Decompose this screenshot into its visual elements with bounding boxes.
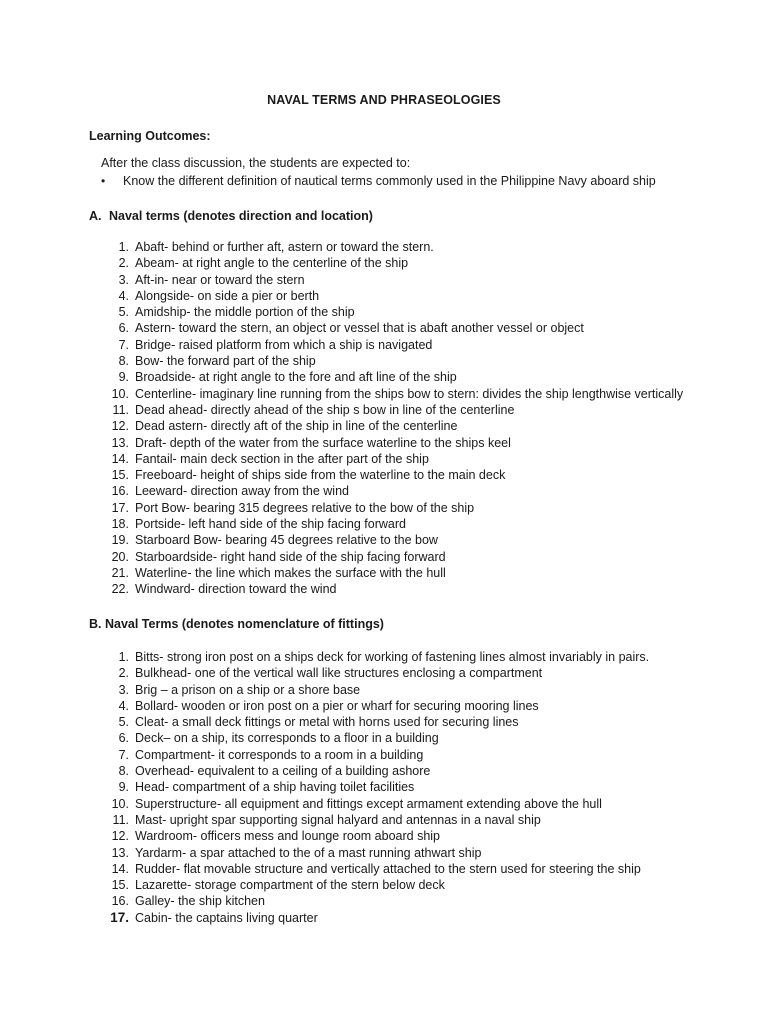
section-a-item-number: 7. — [118, 337, 129, 352]
section-a-item-text: Abeam- at right angle to the centerline of the ship — [135, 256, 409, 271]
section-a-item-number: 10. — [111, 386, 129, 401]
section-b-item-number: 10. — [111, 796, 129, 811]
section-a-item-number: 3. — [118, 272, 129, 287]
section-a-item-text: Waterline- the line which makes the surface with the hull — [135, 565, 446, 580]
section-a-item-text: Windward- direction toward the wind — [135, 582, 337, 597]
section-a-item-text: Draft- depth of the water from the surface waterline to the ships keel — [135, 435, 511, 450]
section-a-item-text: Broadside- at right angle to the fore and aft line of the ship — [135, 370, 457, 385]
section-b-item-text: Galley- the ship kitchen — [135, 894, 265, 909]
section-a-item-number: 14. — [111, 451, 129, 466]
section-a-item-text: Dead astern- directly aft of the ship in line of the centerline — [135, 419, 458, 434]
bullet-item — [101, 174, 656, 188]
section-a-item-number: 8. — [118, 354, 129, 369]
section-a-item-number: 12. — [111, 419, 129, 434]
section-a-item-number: 15. — [111, 468, 129, 483]
section-b-item-number: 3. — [118, 682, 129, 697]
section-a-item-number: 18. — [111, 517, 129, 532]
section-b-item-number: 5. — [118, 715, 129, 730]
section-a-item-text: Bow- the forward part of the ship — [135, 354, 316, 369]
section-b-item-text: Yardarm- a spar attached to the of a mast running athwart ship — [135, 845, 482, 860]
section-a-item-number: 6. — [118, 321, 129, 336]
section-b-item-text: Brig – a prison on a ship or a shore base — [135, 682, 361, 697]
document-title: NAVAL TERMS AND PHRASEOLOGIES — [267, 93, 501, 107]
section-b-item-number: 7. — [118, 747, 129, 762]
section-a-item-number: 16. — [111, 484, 129, 499]
section-b-item-text: Superstructure- all equipment and fittings except armament extending above the hull — [135, 796, 602, 811]
section-a-item-text: Bridge- raised platform from which a ship is navigated — [135, 337, 433, 352]
section-a-title: Naval terms (denotes direction and location) — [109, 209, 373, 223]
section-a-item-number: 4. — [118, 288, 129, 303]
section-a-item-number: 9. — [118, 370, 129, 385]
section-a-item-number: 13. — [111, 435, 129, 450]
section-b-item-number: 13. — [111, 845, 129, 860]
section-a-heading — [89, 209, 373, 223]
section-b-item-text: Mast- upright spar supporting signal halyard and antennas in a naval ship — [135, 812, 541, 827]
section-b-item-text: Cabin- the captains living quarter — [135, 910, 318, 925]
section-b-heading: B. Naval Terms (denotes nomenclature of fittings) — [89, 617, 384, 631]
bullet-text: Know the different definition of nautical terms commonly used in the Philippine Navy aboard ship — [123, 174, 656, 188]
section-b-item-text: Compartment- it corresponds to a room in a building — [135, 747, 424, 762]
section-a-item-number: 22. — [111, 582, 129, 597]
section-a-item-number: 5. — [118, 305, 129, 320]
section-a-item-number: 17. — [111, 500, 129, 515]
section-a-item-text: Aft-in- near or toward the stern — [135, 272, 305, 287]
section-b-item-number: 2. — [118, 666, 129, 681]
section-a-item-text: Astern- toward the stern, an object or vessel that is abaft another vessel or object — [135, 321, 584, 336]
section-a-item-text: Leeward- direction away from the wind — [135, 484, 349, 499]
section-a-item-text: Port Bow- bearing 315 degrees relative to the bow of the ship — [135, 500, 475, 515]
section-a-item-text: Starboardside- right hand side of the ship facing forward — [135, 549, 446, 564]
section-b-item-text: Overhead- equivalent to a ceiling of a building ashore — [135, 764, 431, 779]
section-a-item-number: 11. — [112, 402, 129, 417]
section-a-item-text: Starboard Bow- bearing 45 degrees relative to the bow — [135, 533, 438, 548]
section-b-item-number: 8. — [118, 764, 129, 779]
section-a-item-text: Fantail- main deck section in the after part of the ship — [135, 451, 429, 466]
learning-outcomes-heading: Learning Outcomes: — [89, 129, 211, 143]
section-b-item-number: 4. — [118, 698, 129, 713]
bullet-icon: • — [101, 174, 106, 188]
intro-text: After the class discussion, the students are expected to: — [101, 156, 411, 170]
section-b-item-text: Cleat- a small deck fittings or metal with horns used for securing lines — [135, 715, 519, 730]
section-b-item-number: 11. — [112, 812, 129, 827]
section-b-item-number: 17. — [110, 909, 129, 925]
section-a-item-number: 19. — [111, 533, 129, 548]
section-b-item-number: 9. — [118, 780, 129, 795]
section-b-item-text: Bitts- strong iron post on a ships deck for working of fastening lines almost invariably in pairs. — [135, 650, 650, 664]
section-a-item-text: Dead ahead- directly ahead of the ship s bow in line of the centerline — [135, 402, 515, 417]
section-b-item-text: Head- compartment of a ship having toilet facilities — [135, 780, 415, 795]
section-b-item-text: Bollard- wooden or iron post on a pier or wharf for securing mooring lines — [135, 698, 539, 713]
section-b-item-number: 1. — [118, 650, 129, 664]
section-a-letter: A. — [89, 209, 102, 223]
section-a-item-number: 2. — [118, 256, 129, 271]
section-b-item-number: 16. — [111, 894, 129, 909]
section-b-item-text: Deck– on a ship, its corresponds to a floor in a building — [135, 731, 439, 746]
section-b-item-number: 6. — [118, 731, 129, 746]
section-b-item-number: 12. — [111, 829, 129, 844]
section-b-item-text: Lazarette- storage compartment of the stern below deck — [135, 878, 445, 893]
section-a-item-text: Portside- left hand side of the ship facing forward — [135, 517, 406, 532]
section-b-item-text: Rudder- flat movable structure and vertically attached to the stern used for steering the ship — [135, 861, 641, 876]
section-b-item-text: Wardroom- officers mess and lounge room aboard ship — [135, 829, 441, 844]
section-a-item-text: Freeboard- height of ships side from the waterline to the main deck — [135, 468, 506, 483]
section-a-item-text: Centerline- imaginary line running from the ships bow to stern: divides the ship lengthwise vertically — [135, 386, 684, 401]
section-a-item-number: 21. — [111, 565, 129, 580]
section-a-item-text: Alongside- on side a pier or berth — [135, 288, 320, 303]
section-a-item-number: 20. — [111, 549, 129, 564]
section-a-item-text: Amidship- the middle portion of the ship — [135, 305, 355, 320]
section-b-item-number: 15. — [111, 878, 129, 893]
section-b-item-number: 14. — [111, 861, 129, 876]
section-a-item-number: 1. — [118, 240, 129, 254]
section-a-item-text: Abaft- behind or further aft, astern or toward the stern. — [135, 240, 434, 254]
section-b-item-text: Bulkhead- one of the vertical wall like structures enclosing a compartment — [135, 666, 543, 681]
